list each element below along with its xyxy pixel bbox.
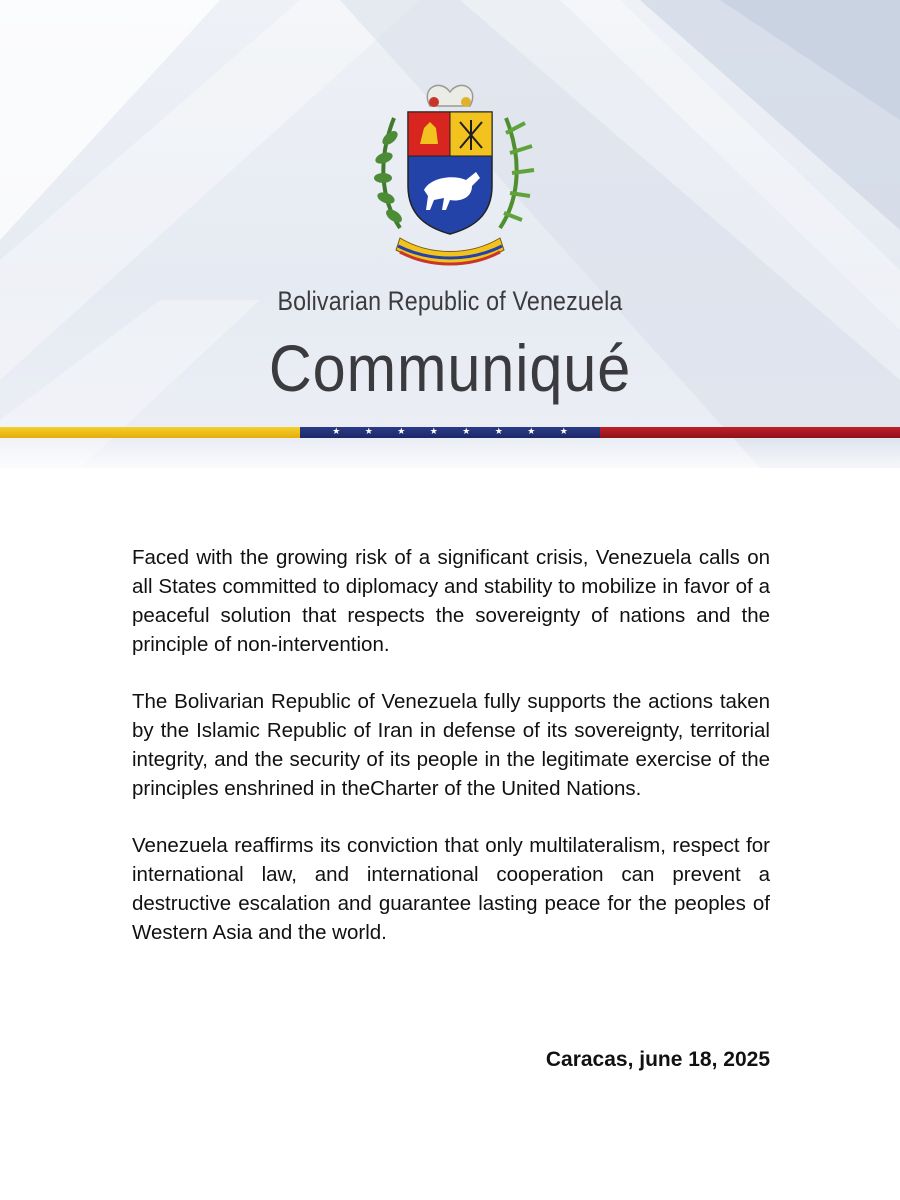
- paragraph: Venezuela reaffirms its conviction that only multilateralism, respect for international law, and international cooperation can prevent a destructive escalation and guarantee lasting peace for the peoples of Western Asia and the world.: [132, 834, 770, 944]
- star-icon: ★: [397, 427, 406, 437]
- communique-body: [132, 543, 770, 975]
- star-icon: ★: [462, 427, 471, 437]
- paragraph: Faced with the growing risk of a significant crisis, Venezuela calls on all States committed to diplomacy and stability to mobilize in favor of a peaceful solution that respects the sovereignty of nations and the principle of non-intervention.: [132, 546, 770, 656]
- republic-name: Bolivarian Republic of Venezuela: [277, 286, 623, 316]
- communique-header: [0, 0, 900, 468]
- flag-stripe: [0, 427, 900, 438]
- flag-stripe-yellow: [0, 427, 300, 438]
- flag-stripe-blue: [300, 427, 600, 438]
- flag-stripe-red: [600, 427, 900, 438]
- star-icon: ★: [527, 427, 536, 437]
- star-icon: ★: [494, 427, 503, 437]
- star-icon: ★: [429, 427, 438, 437]
- place-and-date: Caracas, june 18, 2025: [545, 1048, 770, 1071]
- paragraph: The Bolivarian Republic of Venezuela fully supports the actions taken by the Islamic Republic of Iran in defense of its sovereignty, territorial integrity, and the security of its people in the legitimate exercise of the principles enshrined in theCharter of the United Nations.: [132, 690, 770, 800]
- star-icon: ★: [559, 427, 568, 437]
- coat-of-arms-emblem: [360, 78, 540, 274]
- star-icon: ★: [332, 427, 341, 437]
- star-icon: ★: [364, 427, 373, 437]
- page-title: Communiqué: [268, 331, 632, 405]
